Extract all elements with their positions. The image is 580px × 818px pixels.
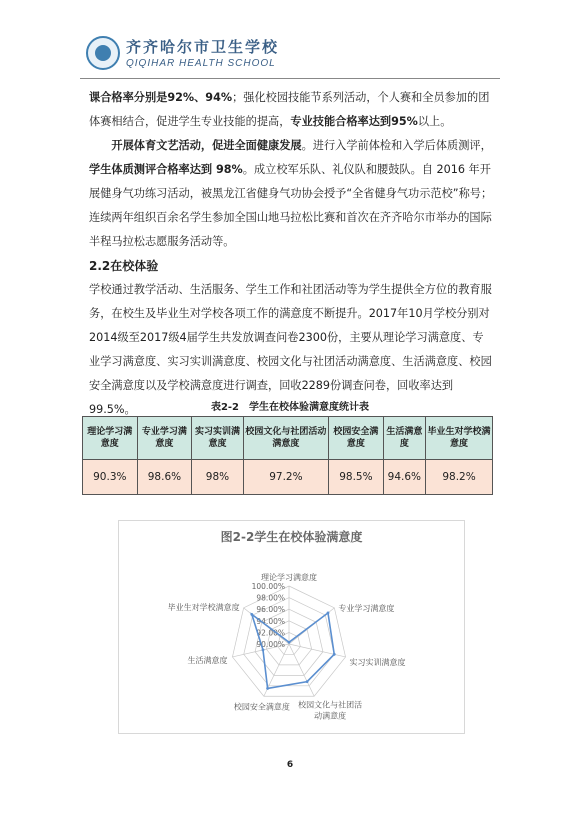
table-value-cell: 98.6% [137, 460, 192, 495]
radar-data-point [288, 641, 291, 644]
radar-chart-svg [119, 521, 466, 735]
radar-data-point [306, 680, 309, 683]
radar-axis-line [289, 644, 314, 696]
table-value-row [83, 460, 493, 495]
p1-text-2: 以上。 [417, 115, 452, 128]
table-header-cell: 校园安全满意度 [329, 417, 384, 460]
radar-category-label: 校园文化与社团活 [298, 700, 363, 710]
table-value-cell: 97.2% [243, 460, 328, 495]
header-divider [80, 78, 500, 79]
radar-category-label: 校园安全满意度 [233, 702, 290, 712]
table-header-cell: 专业学习满意度 [137, 417, 192, 460]
radar-tick-label: 100.00% [251, 582, 285, 591]
p1-bold-2: 专业技能合格率达到95% [290, 115, 418, 128]
radar-category-label: 实习实训满意度 [349, 657, 406, 667]
radar-data-point [266, 687, 269, 690]
table-value-cell: 94.6% [383, 460, 425, 495]
radar-tick-label: 94.00% [256, 616, 285, 626]
radar-category-label: 理论学习满意度 [261, 573, 317, 582]
paragraph-2 [89, 134, 493, 254]
radar-tick-label: 98.00% [256, 593, 285, 603]
radar-tick-label: 96.00% [256, 605, 285, 615]
radar-data-point [327, 612, 330, 615]
section-heading: 2.2在校体验 [89, 259, 159, 273]
table-value-cell: 98.2% [426, 460, 493, 495]
table-value-cell: 98.5% [329, 460, 384, 495]
table-header-cell: 生活满意度 [383, 417, 425, 460]
radar-category-label: 专业学习满意度 [338, 603, 395, 613]
table-header-cell: 理论学习满意度 [83, 417, 138, 460]
p2-bold-1: 开展体育文艺活动，促进全面健康发展 [111, 139, 302, 152]
p1-text-1: ；强化校园技能节系列活动，个人赛和全员参加的团体赛相结合，促进学生专业技能的提高， [89, 91, 490, 128]
radar-chart [118, 520, 465, 734]
radar-category-label: 动满意度 [314, 711, 347, 721]
radar-tick-label: 92.00% [256, 628, 285, 638]
p2-bold-2: 学生体质测评合格率达到 98% [89, 163, 243, 176]
radar-data-point [262, 649, 265, 652]
satisfaction-table [82, 416, 493, 495]
table-header-row [83, 417, 493, 460]
radar-data-point [250, 613, 253, 616]
radar-data-point [333, 653, 336, 656]
school-name-en: QIQIHAR HEALTH SCHOOL [126, 58, 276, 69]
body-text [89, 86, 493, 422]
radar-category-label: 毕业生对学校满意度 [167, 602, 240, 612]
table-caption: 表2-2 学生在校体验满意度统计表 [210, 402, 370, 413]
radar-category-label: 生活满意度 [187, 655, 228, 665]
radar-tick-label: 90.00% [256, 640, 285, 649]
table-header-cell: 校园文化与社团活动满意度 [243, 417, 328, 460]
paragraph-1 [89, 86, 493, 134]
school-logo [86, 36, 120, 70]
chart-title: 图2-2学生在校体验满意度 [220, 530, 363, 544]
p2-text-1: 。进行入学前体检和入学后体质测评， [301, 139, 492, 152]
p1-bold-1: 课合格率分别是92%、94% [89, 91, 233, 104]
paragraph-3: 学校通过教学活动、生活服务、学生工作和社团活动等为学生提供全方位的教育服务，在校生及毕业生对学校各项工作的满意度不断提升。2017年10月学校分别对2014级至2017级4届学生共发放调查问卷2300份，主要从理论学习满意度、专业学习满意度、实习实训满意度、校园文化与社团活动满意度、生活满意度、校园安全满意度以及学校满意度进行调查，回收2289份调查问卷，回收率达到99.5%。 [89, 283, 492, 416]
table-value-cell: 90.3% [83, 460, 138, 495]
table-header-cell: 实习实训满意度 [192, 417, 243, 460]
table-value-cell: 98% [192, 460, 243, 495]
page-header [80, 32, 500, 82]
page-number: 6 [286, 760, 294, 770]
school-name-cn: 齐齐哈尔市卫生学校 [126, 38, 280, 56]
table-header-cell: 毕业生对学校满意度 [426, 417, 493, 460]
p2-text-2: 。成立校军乐队、礼仪队和腰鼓队。自 2016 年开展健身气功练习活动，被黑龙江省健身气功协会授予“全省健身气功示范校”称号；连续两年组织百余名学生参加全国山地马拉松比赛和首次在齐齐哈尔市举办的国际半程马拉松志愿服务活动等。 [89, 163, 493, 248]
